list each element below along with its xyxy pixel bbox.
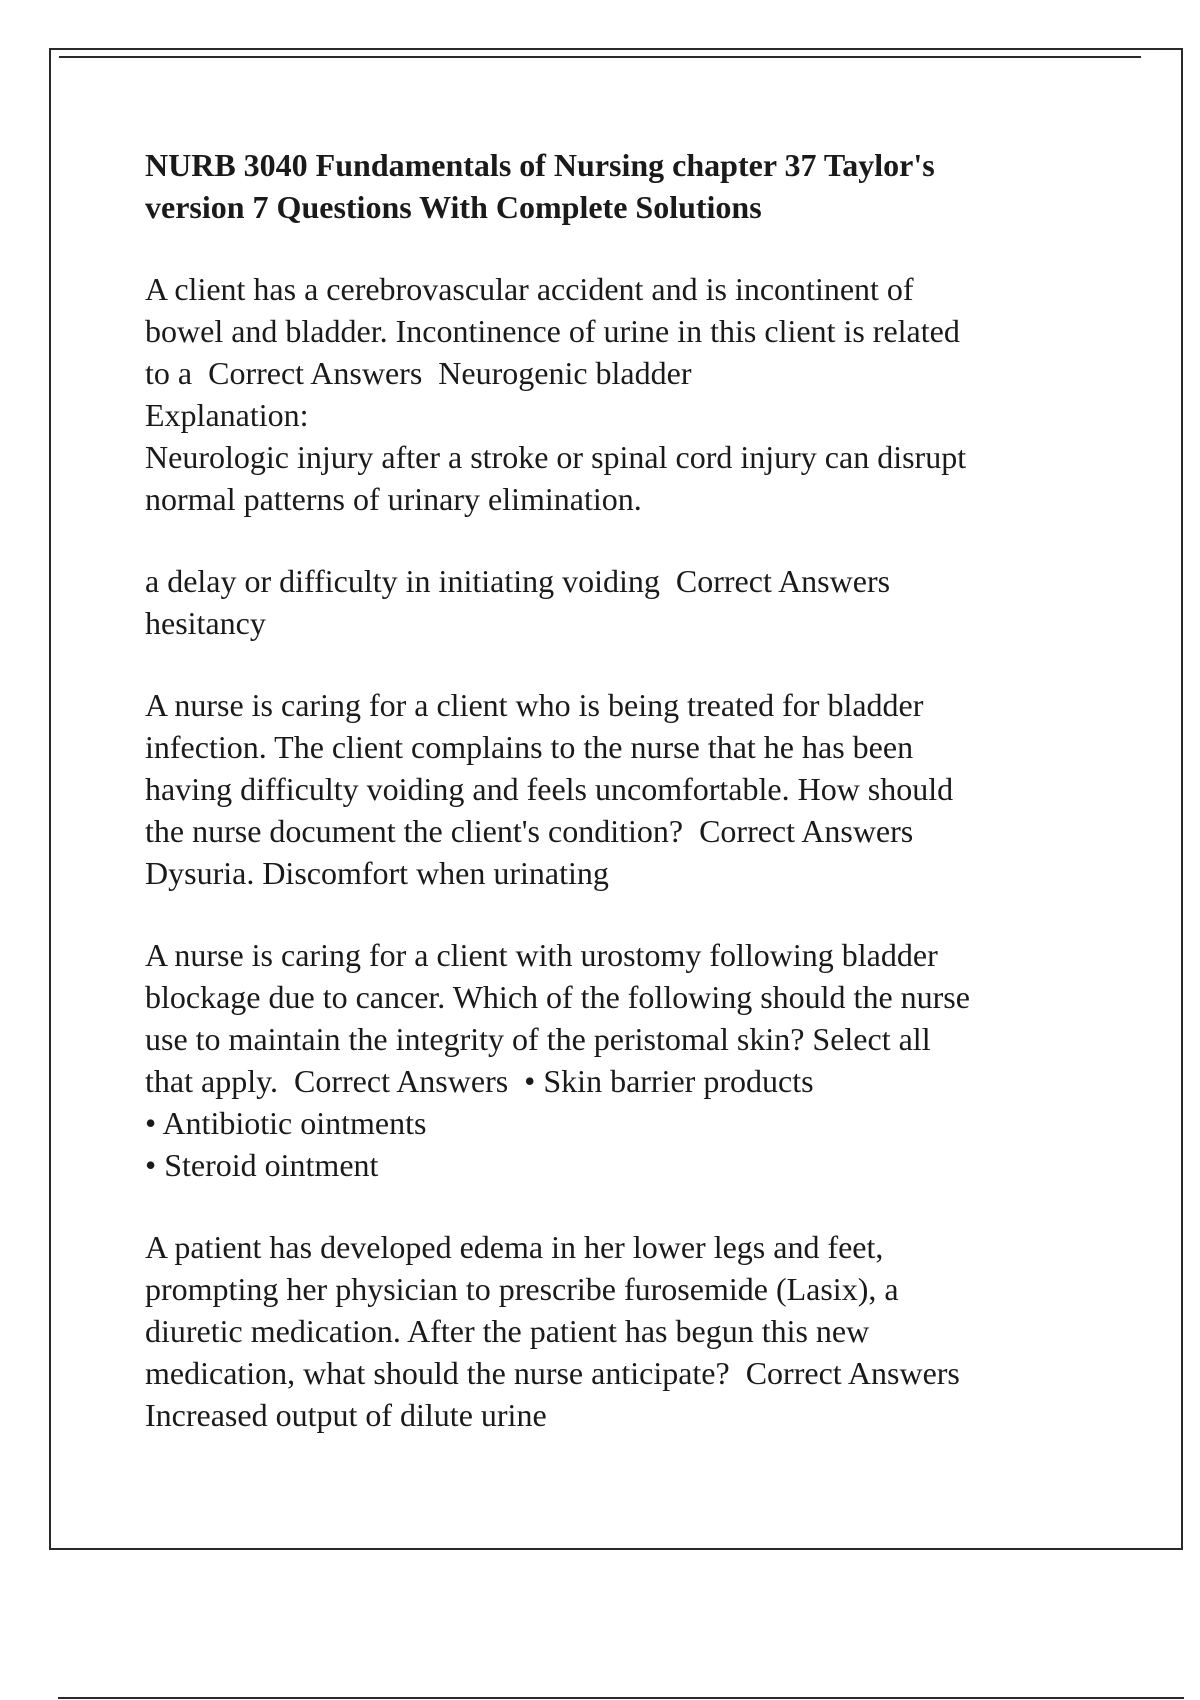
document-body [145, 144, 1100, 1476]
qa-line: Explanation: [145, 397, 309, 433]
qa-line: blockage due to cancer. Which of the following should the nurse [145, 979, 970, 1015]
qa-line: to a Correct Answers Neurogenic bladder [145, 355, 692, 391]
title-line: NURB 3040 Fundamentals of Nursing chapter 37 Taylor's [145, 147, 935, 183]
qa-line: Dysuria. Discomfort when urinating [145, 855, 609, 891]
qa-line: the nurse document the client's condition? Correct Answers [145, 813, 914, 849]
qa-line: that apply. Correct Answers • Skin barrier products [145, 1063, 814, 1099]
qa-item-2 [145, 560, 1100, 644]
qa-item-1 [145, 268, 1100, 520]
qa-line: A patient has developed edema in her lower legs and feet, [145, 1229, 884, 1265]
qa-line: hesitancy [145, 605, 266, 641]
top-rule [59, 56, 1141, 58]
qa-line: Increased output of dilute urine [145, 1397, 547, 1433]
document-title [145, 144, 1100, 228]
qa-item-4 [145, 934, 1100, 1186]
qa-item-5 [145, 1226, 1100, 1436]
bullet-item: • Antibiotic ointments [145, 1105, 427, 1141]
title-line: version 7 Questions With Complete Solutions [145, 189, 762, 225]
qa-item-3 [145, 684, 1100, 894]
qa-line: A nurse is caring for a client who is being treated for bladder [145, 687, 924, 723]
qa-line: use to maintain the integrity of the peristomal skin? Select all [145, 1021, 931, 1057]
qa-line: A nurse is caring for a client with urostomy following bladder [145, 937, 938, 973]
qa-line: A client has a cerebrovascular accident and is incontinent of [145, 271, 914, 307]
qa-line: diuretic medication. After the patient has begun this new [145, 1313, 870, 1349]
qa-line: medication, what should the nurse anticipate? Correct Answers [145, 1355, 960, 1391]
qa-line: Neurologic injury after a stroke or spinal cord injury can disrupt [145, 439, 967, 475]
qa-line: prompting her physician to prescribe furosemide (Lasix), a [145, 1271, 899, 1307]
qa-line: infection. The client complains to the nurse that he has been [145, 729, 914, 765]
qa-line: normal patterns of urinary elimination. [145, 481, 642, 517]
bullet-item: • Steroid ointment [145, 1147, 379, 1183]
bottom-rule [58, 1697, 1184, 1699]
qa-line: having difficulty voiding and feels uncomfortable. How should [145, 771, 954, 807]
qa-line: a delay or difficulty in initiating voiding Correct Answers [145, 563, 891, 599]
qa-line: bowel and bladder. Incontinence of urine in this client is related [145, 313, 960, 349]
